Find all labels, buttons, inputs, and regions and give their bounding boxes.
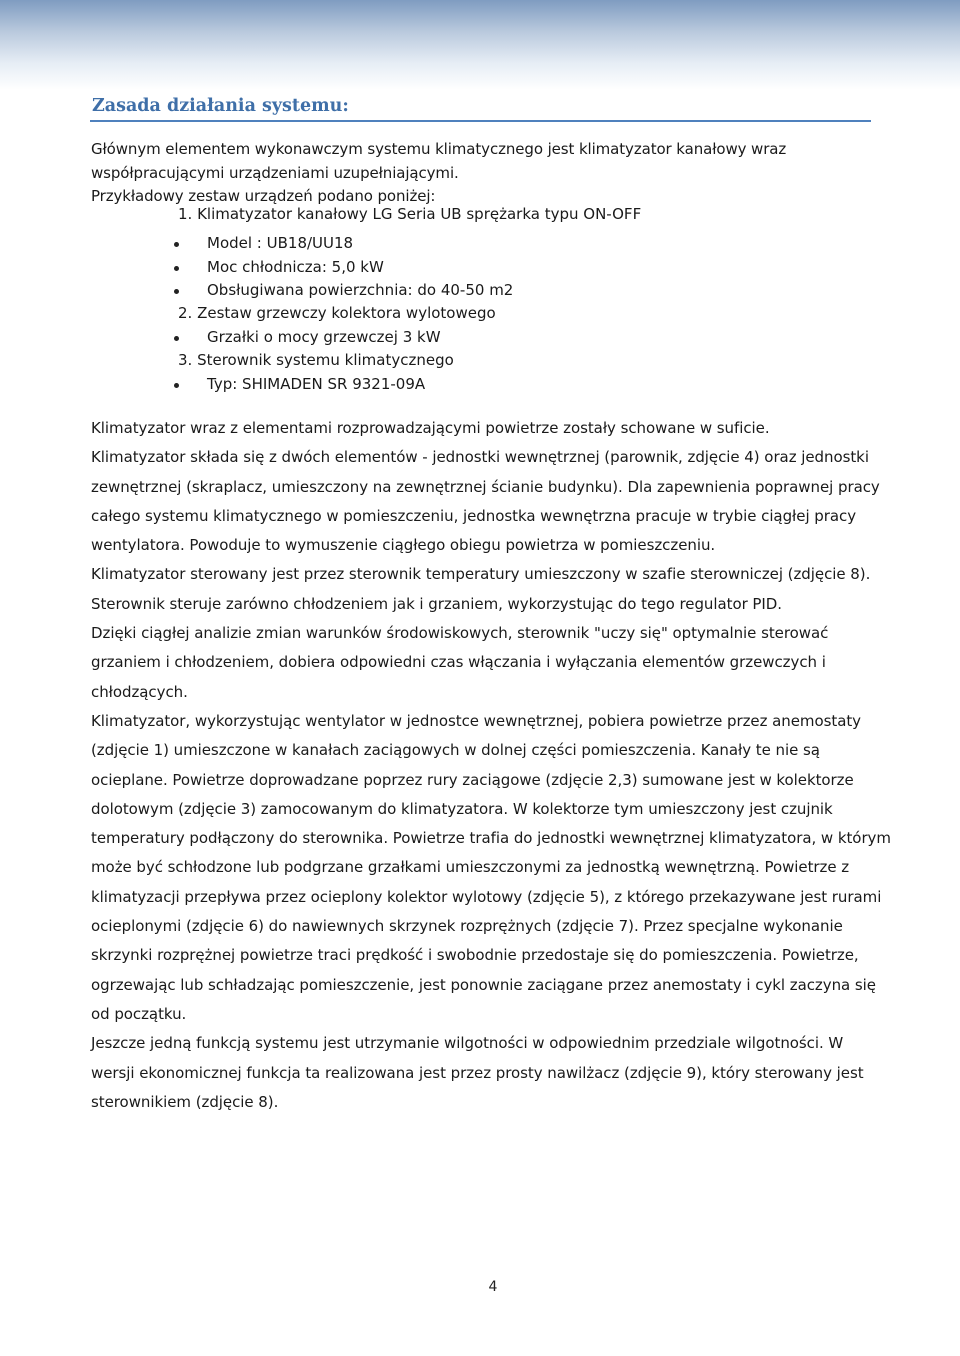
page-header-band [0, 0, 960, 90]
section-title: Zasada działania systemu: [92, 96, 349, 116]
list-bullet-item [207, 375, 425, 393]
body-paragraph: Jeszcze jedną funkcją systemu jest utrzymanie wilgotności w odpowiednim przedziale wilgotności. W wersji ekonomicznej funkcja ta realizowana jest przez prosty nawilżacz (zdjęcie 9), który sterowany jest sterownikiem (zdjęcie 8). [91, 1034, 864, 1111]
intro-paragraph: Przykładowy zestaw urządzeń podano poniżej: [91, 187, 436, 205]
bullet-icon [174, 266, 179, 271]
body-paragraph: Klimatyzator wraz z elementami rozprowadzającymi powietrze zostały schowane w suficie. [91, 419, 770, 437]
list-bullet-item [207, 258, 384, 276]
list-item: 2. Zestaw grzewczy kolektora wylotowego [178, 304, 496, 322]
list-item: 1. Klimatyzator kanałowy LG Seria UB sprężarka typu ON-OFF [178, 205, 642, 223]
intro-text [91, 138, 891, 209]
bullet-icon [174, 336, 179, 341]
body-paragraph: Klimatyzator, wykorzystując wentylator w jednostce wewnętrznej, pobiera powietrze przez anemostaty (zdjęcie 1) umieszczone w kanałach zaciągowych w dolnej części pomieszczenia. Kanały te nie są ocieplane. Powietrze doprowadzane poprzez rury zaciągowe (zdjęcie 2,3) sumowane jest w kolektorze dolotowym (zdjęcie 3) zamocowanym do klimatyzatora. W kolektorze tym umieszczony jest czujnik temperatury podłączony do sterownika. Powietrze trafia do jednostki wewnętrznej klimatyzatora, w którym może być schłodzone lub podgrzane grzałkami umieszczonymi za jednostką wewnętrzną. Powietrze z klimatyzacji przepływa przez ocieplony kolektor wylotowy (zdjęcie 5), z którego przekazywane jest rurami ocieplonymi (zdjęcie 6) do nawiewnych skrzynek rozprężnych (zdjęcie 7). Przez specjalne wykonanie skrzynki rozprężnej powietrze traci prędkość i swobodnie przedostaje się do pomieszczenia. Powietrze, ogrzewając lub schładzając pomieszczenie, jest ponownie zaciągane przez anemostaty i cykl zaczyna się od początku. [91, 711, 891, 1023]
list-bullet-item [207, 281, 513, 299]
bullet-text: Moc chłodnicza: 5,0 kW [207, 258, 384, 276]
body-paragraph: Klimatyzator sterowany jest przez sterownik temperatury umieszczony w szafie sterowniczej (zdjęcie 8). Sterownik steruje zarówno chłodzeniem jak i grzaniem, wykorzystując do tego regulator PID. [91, 565, 871, 613]
list-bullet-item [207, 234, 353, 252]
bullet-text: Grzałki o mocy grzewczej 3 kW [207, 328, 441, 346]
body-paragraph: Klimatyzator składa się z dwóch elementów - jednostki wewnętrznej (parownik, zdjęcie 4) oraz jednostki zewnętrznej (skraplacz, umieszczony na zewnętrznej ścianie budynku). Dla zapewnienia poprawnej pracy całego systemu klimatycznego w pomieszczeniu, jednostka wewnętrzna pracuje w trybie ciągłej pracy wentylatora. Powoduje to wymuszenie ciągłego obiegu powietrza w pomieszczeniu. [91, 448, 880, 555]
bullet-text: Model : UB18/UU18 [207, 234, 354, 252]
title-underline [90, 120, 871, 122]
bullet-text: Obsługiwana powierzchnia: do 40-50 m2 [207, 281, 514, 299]
bullet-icon [174, 383, 179, 388]
bullet-text: Typ: SHIMADEN SR 9321-09A [207, 375, 426, 393]
intro-paragraph: Głównym elementem wykonawczym systemu klimatycznego jest klimatyzator kanałowy wraz współpracującymi urządzeniami uzupełniającymi. [91, 140, 787, 182]
bullet-icon [174, 289, 179, 294]
bullet-icon [174, 242, 179, 247]
list-item: 3. Sterownik systemu klimatycznego [178, 351, 454, 369]
page-number: 4 [488, 1279, 498, 1295]
body-paragraph: Dzięki ciągłej analizie zmian warunków środowiskowych, sterownik "uczy się" optymalnie sterować grzaniem i chłodzeniem, dobiera odpowiedni czas włączania i wyłączania elementów grzewczych i chłodzących. [91, 624, 829, 701]
list-bullet-item [207, 328, 441, 346]
body-text [91, 414, 891, 1117]
